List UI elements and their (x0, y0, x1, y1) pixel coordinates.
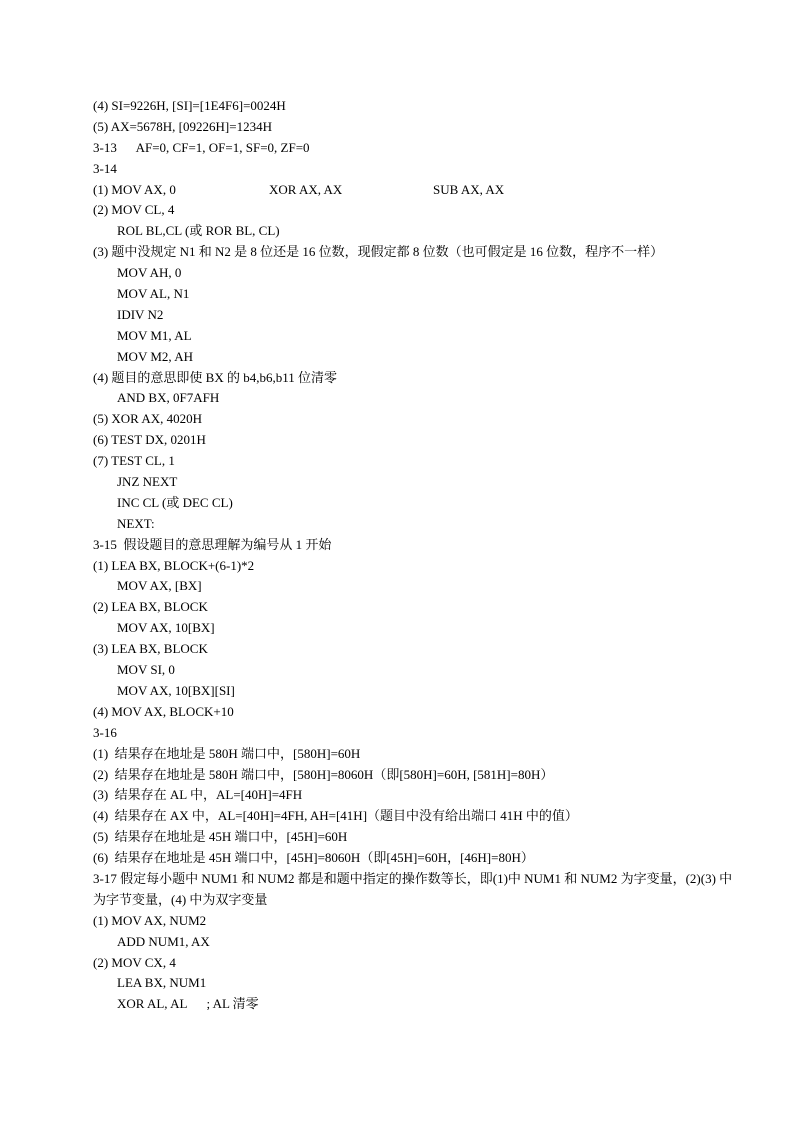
text-line: (5) AX=5678H, [09226H]=1234H (93, 118, 272, 134)
text-line: (3) LEA BX, BLOCK (93, 641, 208, 657)
text-line: (3) 结果存在 AL 中，AL=[40H]=4FH (93, 787, 303, 803)
code-line: IDIV N2 (117, 306, 164, 322)
text-line: (4) SI=9226H, [SI]=[1E4F6]=0024H (93, 98, 286, 113)
code-line: MOV AH, 0 (117, 265, 182, 281)
text-line: (4) 结果存在 AX 中，AL=[40H]=4FH, AH=[41H]（题目中没有给出端口 41H 中的值） (93, 808, 578, 824)
code-line: MOV M1, AL (117, 327, 192, 343)
document-body (93, 96, 733, 1015)
text-line: (1) 结果存在地址是 580H 端口中，[580H]=60H (93, 745, 361, 761)
section-heading: 3-14 (93, 160, 117, 176)
text-line: (1) LEA BX, BLOCK+(6-1)*2 (93, 557, 255, 573)
code-line: MOV AL, N1 (117, 286, 190, 302)
text-line: (5) 结果存在地址是 45H 端口中，[45H]=60H (93, 829, 348, 845)
code-line: MOV AX, 10[BX][SI] (117, 682, 235, 698)
text-line: (2) MOV CX, 4 (93, 954, 176, 970)
code-line: ADD NUM1, AX (117, 933, 210, 949)
code-column: XOR AX, AX (269, 181, 343, 197)
text-line: (7) TEST CL, 1 (93, 453, 175, 469)
code-line: MOV SI, 0 (117, 662, 175, 678)
text-line: (2) LEA BX, BLOCK (93, 599, 208, 615)
code-line: JNZ NEXT (117, 474, 178, 490)
text-line: (4) MOV AX, BLOCK+10 (93, 703, 234, 719)
code-line: MOV M2, AH (117, 348, 193, 364)
section-heading: 3-15 假设题目的意思理解为编号从 1 开始 (93, 536, 332, 552)
text-line: 3-13 AF=0, CF=1, OF=1, SF=0, ZF=0 (93, 139, 310, 155)
code-column: (1) MOV AX, 0 (93, 181, 176, 197)
text-line: (1) MOV AX, NUM2 (93, 912, 207, 928)
code-line: MOV AX, [BX] (117, 578, 202, 594)
code-line: XOR AL, AL ; AL 清零 (117, 996, 259, 1012)
text-line: (2) MOV CL, 4 (93, 202, 175, 218)
text-line: (4) 题目的意思即使 BX 的 b4,b6,b11 位清零 (93, 369, 337, 385)
code-line: LEA BX, NUM1 (117, 975, 207, 991)
section-heading: 3-16 (93, 724, 117, 740)
text-line: (6) 结果存在地址是 45H 端口中，[45H]=8060H（即[45H]=60H，[46H]=80H） (93, 850, 534, 866)
text-line: (2) 结果存在地址是 580H 端口中，[580H]=8060H（即[580H]=60H, [581H]=80H） (93, 766, 554, 782)
code-line: ROL BL,CL (或 ROR BL, CL) (117, 223, 280, 239)
code-line: AND BX, 0F7AFH (117, 390, 220, 406)
code-column: SUB AX, AX (433, 181, 505, 197)
text-line: (5) XOR AX, 4020H (93, 411, 203, 427)
text-line: (3) 题中没规定 N1 和 N2 是 8 位还是 16 位数，现假定都 8 位数（也可假定是 16 位数，程序不一样） (93, 244, 664, 260)
code-line: INC CL (或 DEC CL) (117, 494, 233, 510)
code-line: NEXT: (117, 515, 155, 531)
code-line: MOV AX, 10[BX] (117, 620, 215, 636)
section-heading-paragraph: 3-17 假定每小题中 NUM1 和 NUM2 都是和题中指定的操作数等长，即(1)中 NUM1 和 NUM2 为字变量，(2)(3) 中为字节变量，(4) 中为双字变量 (93, 870, 733, 907)
code-line-three-columns (93, 180, 733, 201)
text-line: (6) TEST DX, 0201H (93, 432, 206, 448)
